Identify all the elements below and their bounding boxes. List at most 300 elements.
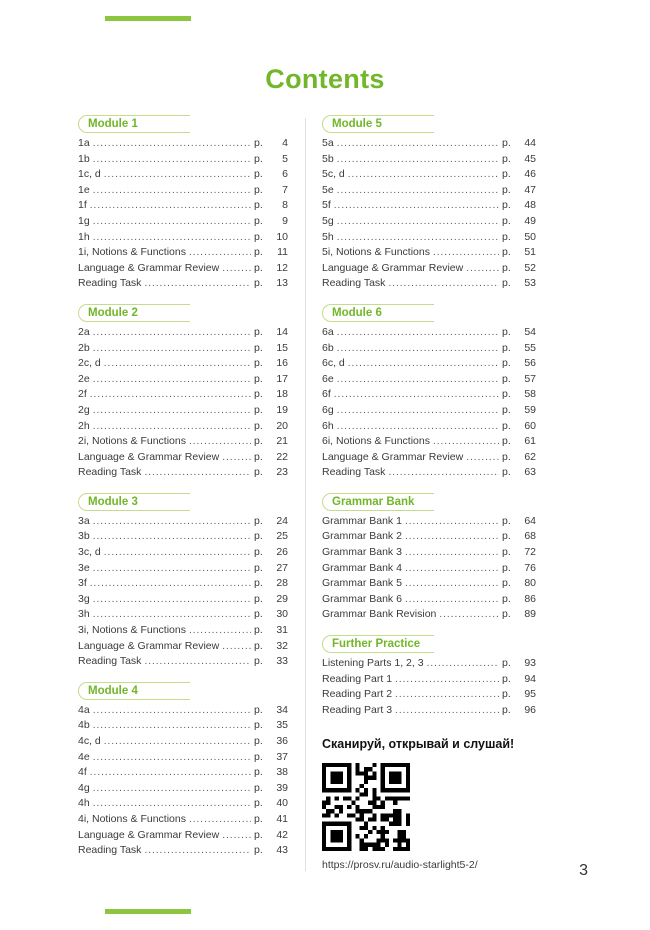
entry-page-number: 62 [524,450,536,463]
entry-page-number: 8 [282,199,288,212]
entry-page-number: 55 [524,341,536,354]
page-number: 3 [579,862,588,879]
toc-section [78,114,288,293]
toc-entry [78,797,288,813]
entry-page-number: 47 [524,183,536,196]
toc-entry [78,342,288,358]
dot-leader [222,451,251,463]
dot-leader [189,435,251,447]
dot-leader [433,246,499,258]
entry-page-prefix: p. [502,325,511,338]
entry-page-number: 94 [524,672,536,685]
right-column [322,114,536,871]
dot-leader [93,342,251,354]
entry-label: Grammar Bank 1 [322,514,402,527]
dot-leader [93,215,251,227]
dot-leader [388,466,499,478]
entry-page-prefix: p. [502,372,511,385]
entry-label: Grammar Bank 3 [322,546,402,559]
entry-page-number: 24 [276,514,288,527]
dot-leader [439,608,499,620]
dot-leader [93,153,251,165]
dot-leader [144,655,251,667]
dot-leader [144,277,251,289]
entry-page-prefix: p. [502,137,511,149]
entry-page-number: 33 [276,655,288,668]
entry-page-prefix: p. [502,466,511,479]
dot-leader [405,577,499,589]
dot-leader [337,137,499,149]
toc-entry [78,562,288,578]
entry-page-prefix: p. [502,450,511,463]
entry-page-number: 86 [524,592,536,605]
entry-page-prefix: p. [502,388,511,401]
toc-entry [78,262,288,278]
entry-label: 2b [78,341,90,354]
entry-page-prefix: p. [502,688,511,701]
entry-page-prefix: p. [254,703,263,716]
dot-leader [93,420,251,432]
entry-page-prefix: p. [254,372,263,385]
toc-entry [322,388,536,404]
entry-page-number: 5 [282,152,288,165]
toc-entry [322,530,536,546]
toc-section [322,114,536,293]
entry-page-prefix: p. [254,844,263,857]
entry-page-prefix: p. [502,277,511,290]
toc-entry [322,688,536,704]
toc-columns [78,114,536,871]
toc-entry [322,153,536,169]
toc-entry [78,420,288,436]
entry-page-prefix: p. [254,828,263,841]
toc-entry [78,530,288,546]
entry-page-prefix: p. [254,325,263,338]
entry-label: Reading Task [78,655,142,668]
toc-section [78,303,288,482]
entry-label: 4a [78,703,90,716]
dot-leader [189,624,251,636]
section-header: Module 6 [322,304,434,322]
entry-page-number: 43 [276,844,288,857]
toc-entry [78,515,288,531]
entry-label: 6a [322,325,334,338]
bottom-accent-bar [105,909,191,914]
toc-section [322,492,536,624]
dot-leader [104,546,251,558]
entry-label: Reading Task [322,277,386,290]
toc-entry [78,137,288,153]
entry-page-number: 39 [276,781,288,794]
dot-leader [337,420,499,432]
entry-page-prefix: p. [254,466,263,479]
dot-leader [93,184,251,196]
toc-section [78,492,288,671]
entry-page-prefix: p. [254,781,263,794]
toc-entry [78,782,288,798]
toc-entry [322,231,536,247]
toc-entry [78,766,288,782]
entry-page-prefix: p. [502,577,511,590]
toc-entry [322,184,536,200]
toc-entry [322,608,536,624]
entry-page-prefix: p. [502,199,511,212]
toc-entry [78,735,288,751]
entry-page-prefix: p. [254,561,263,574]
entry-label: 1h [78,230,90,243]
entry-page-number: 61 [524,435,536,448]
toc-entry [78,153,288,169]
dot-leader [348,168,499,180]
entry-page-number: 11 [277,246,288,259]
right-sections [322,114,536,719]
dot-leader [337,153,499,165]
entry-page-prefix: p. [502,419,511,432]
dot-leader [405,515,499,527]
entry-page-prefix: p. [254,419,263,432]
dot-leader [144,466,251,478]
toc-entry [322,704,536,720]
dot-leader [93,137,251,149]
entry-page-prefix: p. [254,183,263,196]
entry-page-prefix: p. [502,703,511,716]
scan-prompt: Сканируй, открывай и слушай! [322,737,515,752]
entry-page-prefix: p. [502,261,511,274]
entry-page-prefix: p. [502,403,511,416]
entry-page-prefix: p. [254,592,263,605]
entry-page-number: 53 [524,277,536,290]
entry-page-prefix: p. [502,214,511,227]
dot-leader [395,688,499,700]
entry-label: 1g [78,214,90,227]
toc-entry [78,844,288,860]
toc-entry [78,326,288,342]
entry-page-prefix: p. [254,137,263,149]
dot-leader [337,342,499,354]
entry-page-number: 27 [276,561,288,574]
entry-page-prefix: p. [254,797,263,810]
entry-label: Reading Part 1 [322,672,393,685]
entry-page-prefix: p. [254,341,263,354]
toc-entry [322,277,536,293]
entry-page-prefix: p. [254,719,263,732]
entry-label: 5h [322,230,334,243]
entry-page-number: 41 [276,812,288,825]
entry-page-number: 52 [524,261,536,274]
entry-page-number: 63 [524,466,536,479]
entry-page-prefix: p. [502,592,511,605]
entry-label: 3b [78,530,90,543]
audio-url-link[interactable]: https://prosv.ru/audio-starlight5-2/ [322,859,478,872]
entry-page-prefix: p. [254,230,263,243]
entry-label: 4g [78,781,90,794]
dot-leader [334,199,499,211]
dot-leader [93,782,251,794]
dot-leader [405,593,499,605]
entry-label: Listening Parts 1, 2, 3 [322,657,424,670]
dot-leader [93,326,251,338]
dot-leader [93,515,251,527]
entry-page-number: 28 [276,577,288,590]
dot-leader [93,751,251,763]
toc-section [322,303,536,482]
entry-page-prefix: p. [502,561,511,574]
entry-label: 2f [78,388,87,401]
entry-label: 5e [322,183,334,196]
toc-entry [78,435,288,451]
toc-entry [322,373,536,389]
toc-entry [78,719,288,735]
dot-leader [337,231,499,243]
entry-page-number: 46 [524,168,536,181]
toc-section [78,681,288,860]
toc-entry [78,593,288,609]
toc-entry [78,466,288,482]
entry-label: 6b [322,341,334,354]
toc-entry [78,640,288,656]
toc-entry [322,546,536,562]
toc-entry [322,435,536,451]
page-title: Contents [265,64,385,94]
entry-page-prefix: p. [502,230,511,243]
dot-leader [93,562,251,574]
entry-label: Reading Task [322,466,386,479]
entry-page-prefix: p. [254,199,263,212]
toc-entry [322,199,536,215]
entry-page-number: 35 [276,719,288,732]
entry-label: 2a [78,325,90,338]
entry-page-prefix: p. [254,577,263,590]
entry-page-number: 60 [524,419,536,432]
entry-page-prefix: p. [502,530,511,543]
entry-label: 3a [78,514,90,527]
entry-page-prefix: p. [254,152,263,165]
entry-label: 3h [78,608,90,621]
entry-page-number: 29 [276,592,288,605]
dot-leader [337,184,499,196]
dot-leader [405,546,499,558]
dot-leader [348,357,499,369]
entry-label: 1f [78,199,87,212]
entry-page-number: 56 [524,357,536,370]
entry-label: 5i, Notions & Functions [322,246,430,259]
entry-page-number: 50 [524,230,536,243]
toc-entry [78,215,288,231]
entry-label: 4i, Notions & Functions [78,812,186,825]
toc-entry [78,231,288,247]
toc-entry [322,215,536,231]
entry-page-prefix: p. [502,435,511,448]
entry-page-number: 13 [276,277,288,290]
toc-entry [322,326,536,342]
toc-entry [322,593,536,609]
entry-page-prefix: p. [254,450,263,463]
entry-page-number: 80 [524,577,536,590]
entry-label: Reading Task [78,277,142,290]
entry-label: 6c, d [322,357,345,370]
entry-page-number: 34 [276,703,288,716]
entry-page-prefix: p. [502,608,511,621]
dot-leader [427,657,499,669]
entry-page-number: 58 [524,388,536,401]
entry-page-number: 25 [276,530,288,543]
entry-label: 2e [78,372,90,385]
section-header: Module 3 [78,493,190,511]
entry-page-number: 48 [524,199,536,212]
entry-page-prefix: p. [502,672,511,685]
entry-page-prefix: p. [502,514,511,527]
toc-entry [78,168,288,184]
dot-leader [337,404,499,416]
entry-page-number: 93 [524,657,536,670]
dot-leader [405,530,499,542]
toc-entry [78,704,288,720]
toc-entry [322,404,536,420]
entry-label: Reading Task [78,466,142,479]
entry-label: Language & Grammar Review [78,261,220,274]
entry-page-number: 9 [282,214,288,227]
dot-leader [337,215,499,227]
entry-label: 5a [322,137,334,149]
dot-leader [93,530,251,542]
toc-entry [78,546,288,562]
entry-page-number: 68 [524,530,536,543]
entry-page-number: 17 [276,372,288,385]
toc-entry [322,420,536,436]
entry-page-prefix: p. [254,766,263,779]
entry-page-number: 95 [524,688,536,701]
entry-label: 2g [78,403,90,416]
toc-entry [322,137,536,153]
entry-page-prefix: p. [254,655,263,668]
entry-label: 4f [78,766,87,779]
dot-leader [405,562,499,574]
toc-entry [78,655,288,671]
entry-page-number: 22 [276,450,288,463]
entry-label: Language & Grammar Review [78,828,220,841]
entry-page-number: 23 [276,466,288,479]
entry-page-number: 10 [276,230,288,243]
entry-label: 6e [322,372,334,385]
entry-page-prefix: p. [254,246,263,259]
entry-label: Grammar Bank 5 [322,577,402,590]
toc-entry [78,624,288,640]
toc-entry [78,357,288,373]
entry-label: 2i, Notions & Functions [78,435,186,448]
toc-entry [322,451,536,467]
entry-label: 5c, d [322,168,345,181]
entry-page-prefix: p. [254,624,263,637]
entry-label: 3g [78,592,90,605]
entry-page-number: 64 [524,514,536,527]
toc-entry [322,466,536,482]
toc-entry [78,451,288,467]
entry-page-number: 19 [276,403,288,416]
entry-label: Language & Grammar Review [78,639,220,652]
entry-page-prefix: p. [254,608,263,621]
toc-entry [78,608,288,624]
dot-leader [144,844,251,856]
entry-page-number: 14 [276,325,288,338]
toc-entry [78,829,288,845]
entry-label: 2h [78,419,90,432]
entry-label: 3i, Notions & Functions [78,624,186,637]
toc-entry [78,388,288,404]
left-column [78,114,288,871]
entry-label: 3e [78,561,90,574]
dot-leader [93,608,251,620]
entry-label: Grammar Bank 6 [322,592,402,605]
entry-label: 1b [78,152,90,165]
dot-leader [93,704,251,716]
entry-page-number: 7 [282,183,288,196]
entry-page-number: 26 [276,546,288,559]
toc-entry [78,277,288,293]
audio-block [322,737,536,871]
entry-page-number: 20 [276,419,288,432]
section-header: Further Practice [322,635,434,653]
entry-page-prefix: p. [254,214,263,227]
entry-page-number: 31 [276,624,288,637]
entry-page-number: 37 [276,750,288,763]
entry-label: Reading Part 2 [322,688,393,701]
entry-page-number: 12 [276,261,288,274]
entry-page-number: 76 [524,561,536,574]
dot-leader [222,829,251,841]
entry-page-number: 32 [276,639,288,652]
entry-page-number: 96 [524,703,536,716]
entry-page-number: 4 [282,137,288,149]
entry-page-number: 38 [276,766,288,779]
dot-leader [93,797,251,809]
entry-label: Reading Task [78,844,142,857]
entry-page-number: 89 [524,608,536,621]
entry-label: 5f [322,199,331,212]
dot-leader [90,577,251,589]
toc-entry [322,577,536,593]
section-header: Module 1 [78,115,190,133]
entry-page-number: 45 [524,152,536,165]
dot-leader [222,262,251,274]
toc-entry [78,199,288,215]
entry-page-prefix: p. [254,735,263,747]
entry-page-prefix: p. [502,357,511,370]
entry-page-prefix: p. [254,168,263,181]
entry-page-number: 59 [524,403,536,416]
entry-page-prefix: p. [254,435,263,448]
dot-leader [93,593,251,605]
dot-leader [104,735,251,747]
dot-leader [90,199,251,211]
entry-label: 4e [78,750,90,763]
entry-page-number: 49 [524,214,536,227]
dot-leader [337,373,499,385]
entry-page-prefix: p. [502,152,511,165]
toc-entry [78,246,288,262]
entry-page-prefix: p. [502,341,511,354]
toc-entry [78,404,288,420]
toc-entry [322,562,536,578]
toc-entry [322,168,536,184]
section-header: Module 5 [322,115,434,133]
entry-page-number: 57 [524,372,536,385]
entry-label: 6g [322,403,334,416]
entry-page-prefix: p. [254,812,263,825]
entry-page-number: 18 [276,388,288,401]
dot-leader [189,813,251,825]
toc-entry [322,657,536,673]
dot-leader [466,451,499,463]
